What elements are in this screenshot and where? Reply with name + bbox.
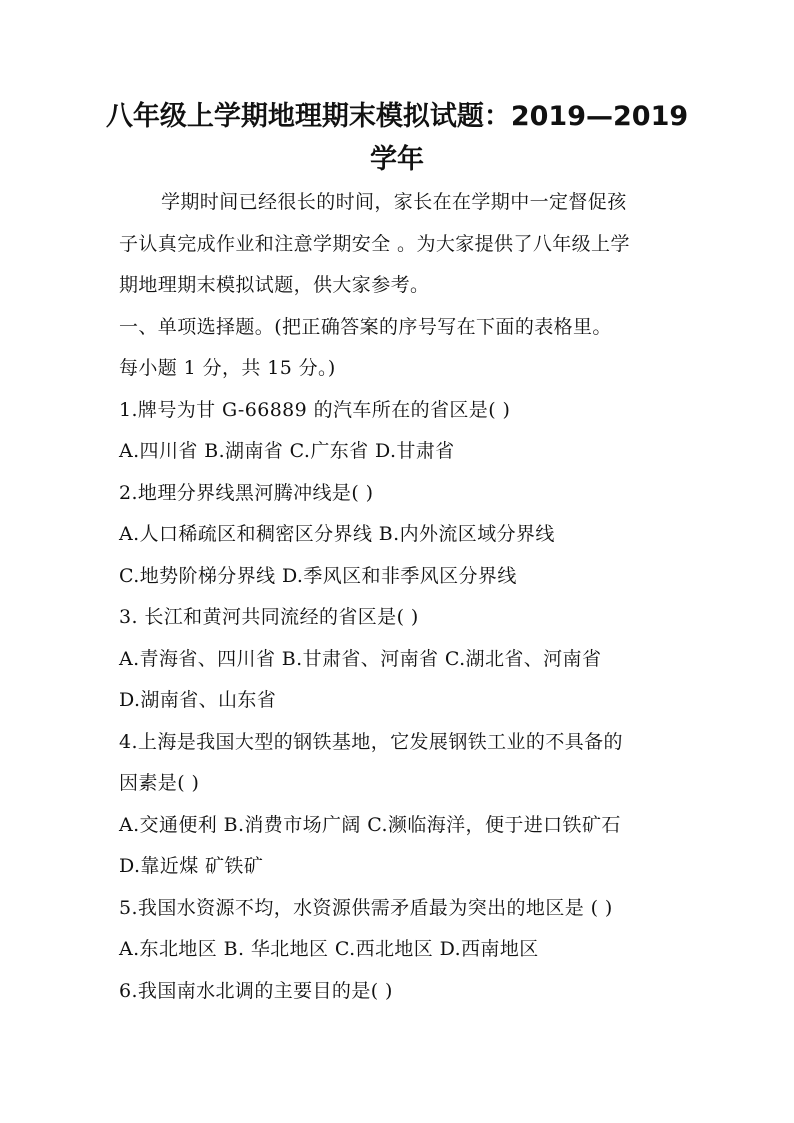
answer-options: D.湖南省、山东省	[119, 689, 277, 711]
section-heading: 每小题 1 分，共 15 分。)	[119, 357, 336, 379]
page-title: 八年级上学期地理期末模拟试题：2019—2019	[105, 101, 689, 132]
question-text: 3. 长江和黄河共同流经的省区是( )	[119, 606, 419, 628]
answer-options: A.人口稀疏区和稠密区分界线 B.内外流区域分界线	[119, 523, 555, 545]
answer-options: A.东北地区 B. 华北地区 C.西北地区 D.西南地区	[119, 938, 539, 960]
question-text: 2.地理分界线黑河腾冲线是( )	[119, 482, 374, 504]
answer-options: A.四川省 B.湖南省 C.广东省 D.甘肃省	[119, 440, 455, 462]
answer-options: A.青海省、四川省 B.甘肃省、河南省 C.湖北省、河南省	[119, 648, 602, 670]
page-title-continued: 学年	[370, 144, 424, 175]
answer-options: D.靠近煤 矿铁矿	[119, 855, 264, 877]
question-text: 因素是( )	[119, 772, 200, 794]
question-text: 6.我国南水北调的主要目的是( )	[119, 980, 393, 1002]
intro-line: 学期时间已经很长的时间，家长在在学期中一定督促孩	[161, 191, 627, 213]
question-text: 1.牌号为甘 G-66889 的汽车所在的省区是( )	[119, 399, 511, 421]
section-heading: 一、单项选择题。(把正确答案的序号写在下面的表格里。	[119, 316, 612, 338]
intro-line: 子认真完成作业和注意学期安全 。为大家提供了八年级上学	[119, 233, 630, 255]
answer-options: C.地势阶梯分界线 D.季风区和非季风区分界线	[119, 565, 517, 587]
question-text: 5.我国水资源不均，水资源供需矛盾最为突出的地区是 ( )	[119, 897, 613, 919]
intro-line: 期地理期末模拟试题，供大家参考。	[119, 274, 430, 296]
answer-options: A.交通便利 B.消费市场广阔 C.濒临海洋，便于进口铁矿石	[119, 814, 621, 836]
question-text: 4.上海是我国大型的钢铁基地，它发展钢铁工业的不具备的	[119, 731, 623, 753]
